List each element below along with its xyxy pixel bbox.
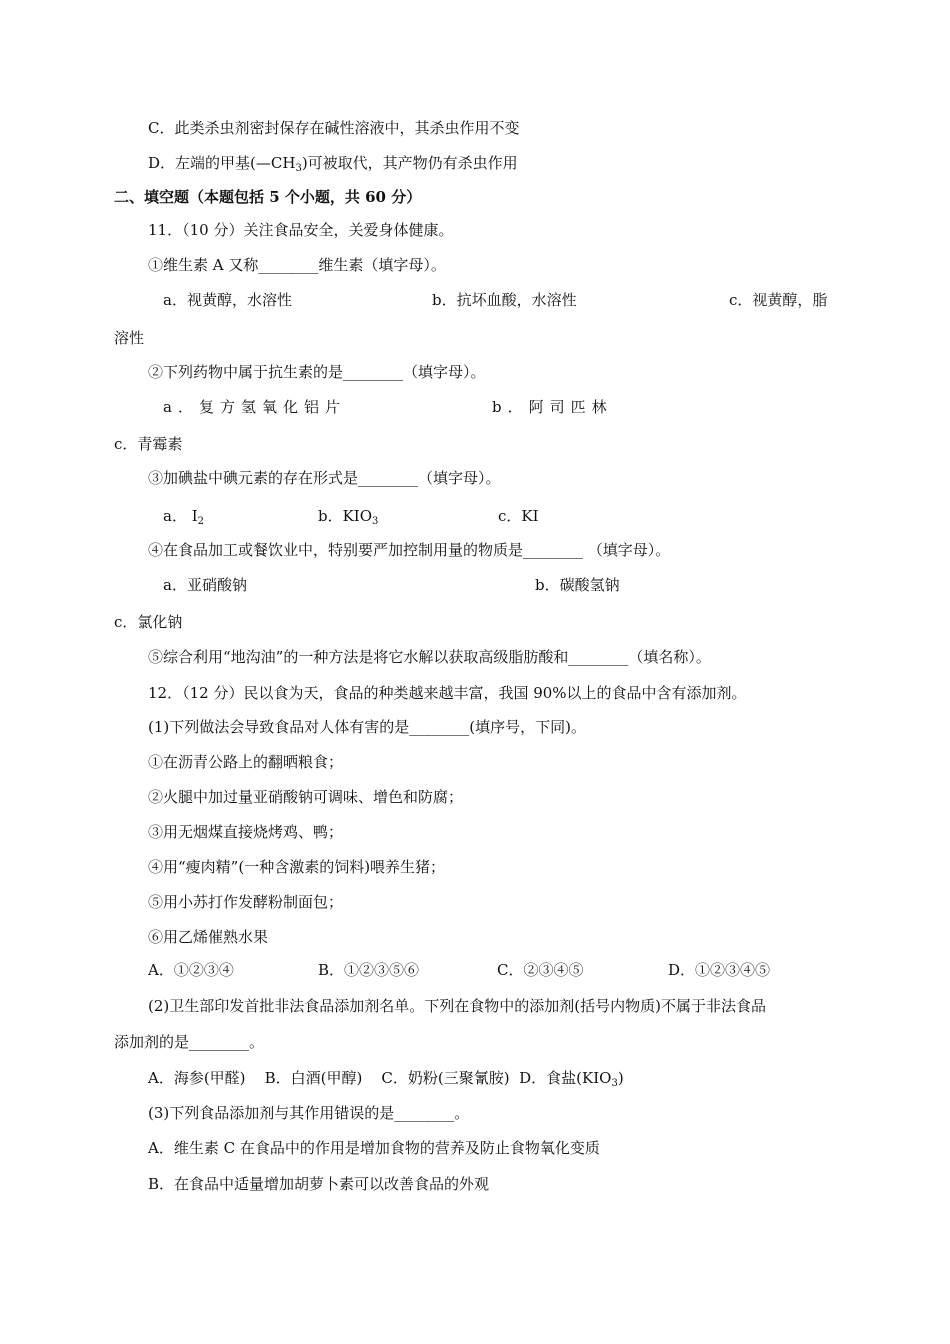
q12-sub1-option-c: C．②③④⑤ (497, 961, 584, 979)
q12-sub2-options-post: ) (617, 1069, 624, 1087)
q10-option-d-sub: 3 (295, 163, 302, 174)
q12-sub2-options-pre: A．海参(甲醛) B．白酒(甲醇) C．奶粉(三聚氰胺) D．食盐(KIO (148, 1069, 612, 1087)
q12-sub3: (3)下列食品添加剂与其作用错误的是________。 (148, 1104, 470, 1122)
q11-part3-option-b (318, 506, 378, 526)
q12-sub1: (1)下列做法会导致食品对人体有害的是________(填序号，下同)。 (148, 718, 586, 736)
q12-stem: 12．（12 分）民以食为天，食品的种类越来越丰富，我国 90%以上的食品中含有添加剂。 (148, 684, 747, 702)
q11-part4: ④在食品加工或餐饮业中，特别要严加控制用量的物质是________ （填字母）。 (148, 541, 671, 559)
q11-part3-option-a-sub: 2 (197, 516, 205, 527)
q12-sub2-line1: (2)卫生部印发首批非法食品添加剂名单。下列在食物中的添加剂(括号内物质)不属于非法食品 (148, 997, 766, 1015)
q11-part3: ③加碘盐中碘元素的存在形式是________（填字母）。 (148, 469, 501, 487)
q11-part3-option-b-pre: b．KIO (318, 507, 373, 525)
q11-part3-option-a (163, 506, 204, 526)
q11-part2-option-a: a．复方氢氧化铝片 (163, 398, 346, 416)
q11-part4-option-c: c．氯化钠 (114, 613, 183, 631)
q11-part1-option-c: c．视黄醇，脂 (729, 291, 828, 309)
q11-part2: ②下列药物中属于抗生素的是________（填字母）。 (148, 363, 486, 381)
q11-part3-option-a-pre: a． I (163, 507, 198, 525)
q11-part1: ①维生素 A 又称________维生素（填字母）。 (148, 256, 446, 274)
q11-part1-option-b: b．抗坏血酸，水溶性 (432, 291, 577, 309)
q12-sub1-option-d: D．①②③④⑤ (668, 961, 771, 979)
q12-sub1-item: ①在沥青公路上的翻晒粮食； (148, 753, 344, 771)
q12-sub2-options-sub: 3 (611, 1078, 618, 1089)
q11-part1-option-a: a．视黄醇，水溶性 (163, 291, 292, 309)
q10-option-d-pre: D．左端的甲基(—CH (148, 154, 296, 172)
q11-part2-option-c: c．青霉素 (114, 435, 183, 453)
q11-part3-option-b-sub: 3 (372, 516, 379, 527)
q10-option-c: C．此类杀虫剂密封保存在碱性溶液中，其杀虫作用不变 (148, 119, 520, 137)
q11-part4-option-b: b．碳酸氢钠 (535, 576, 620, 594)
q11-part1-option-c-wrap: 溶性 (114, 329, 145, 347)
q12-sub1-item: ⑥用乙烯催熟水果 (148, 928, 269, 946)
q12-sub1-item: ②火腿中加过量亚硝酸钠可调味、增色和防腐； (148, 788, 464, 806)
q12-sub2-line2: 添加剂的是________。 (114, 1033, 265, 1051)
section-heading: 二、填空题（本题包括 5 个小题，共 60 分） (114, 188, 422, 206)
q12-sub1-item: ④用“瘦肉精”(一种含激素的饲料)喂养生猪； (148, 858, 446, 876)
q11-part4-option-a: a．亚硝酸钠 (163, 576, 247, 594)
q11-stem: 11．（10 分）关注食品安全，关爱身体健康。 (148, 221, 454, 239)
q12-sub1-option-b: B．①②③⑤⑥ (318, 961, 420, 979)
q12-sub1-option-a: A．①②③④ (148, 961, 234, 979)
q12-sub1-item: ⑤用小苏打作发酵粉制面包； (148, 893, 344, 911)
q12-sub3-option-a: A．维生素 C 在食品中的作用是增加食物的营养及防止食物氧化变质 (148, 1139, 600, 1157)
q10-option-d (148, 153, 518, 173)
q12-sub3-option-b: B．在食品中适量增加胡萝卜素可以改善食品的外观 (148, 1175, 490, 1193)
q11-part5: ⑤综合利用“地沟油”的一种方法是将它水解以获取高级脂肪酸和________（填名称）。 (148, 648, 711, 666)
q11-part3-option-c: c．KI (498, 507, 539, 525)
q11-part2-option-b: b．阿司匹林 (492, 398, 613, 416)
q10-option-d-post: )可被取代，其产物仍有杀虫作用 (301, 154, 518, 172)
q12-sub1-item: ③用无烟煤直接烧烤鸡、鸭； (148, 823, 344, 841)
q12-sub2-options (148, 1068, 624, 1088)
